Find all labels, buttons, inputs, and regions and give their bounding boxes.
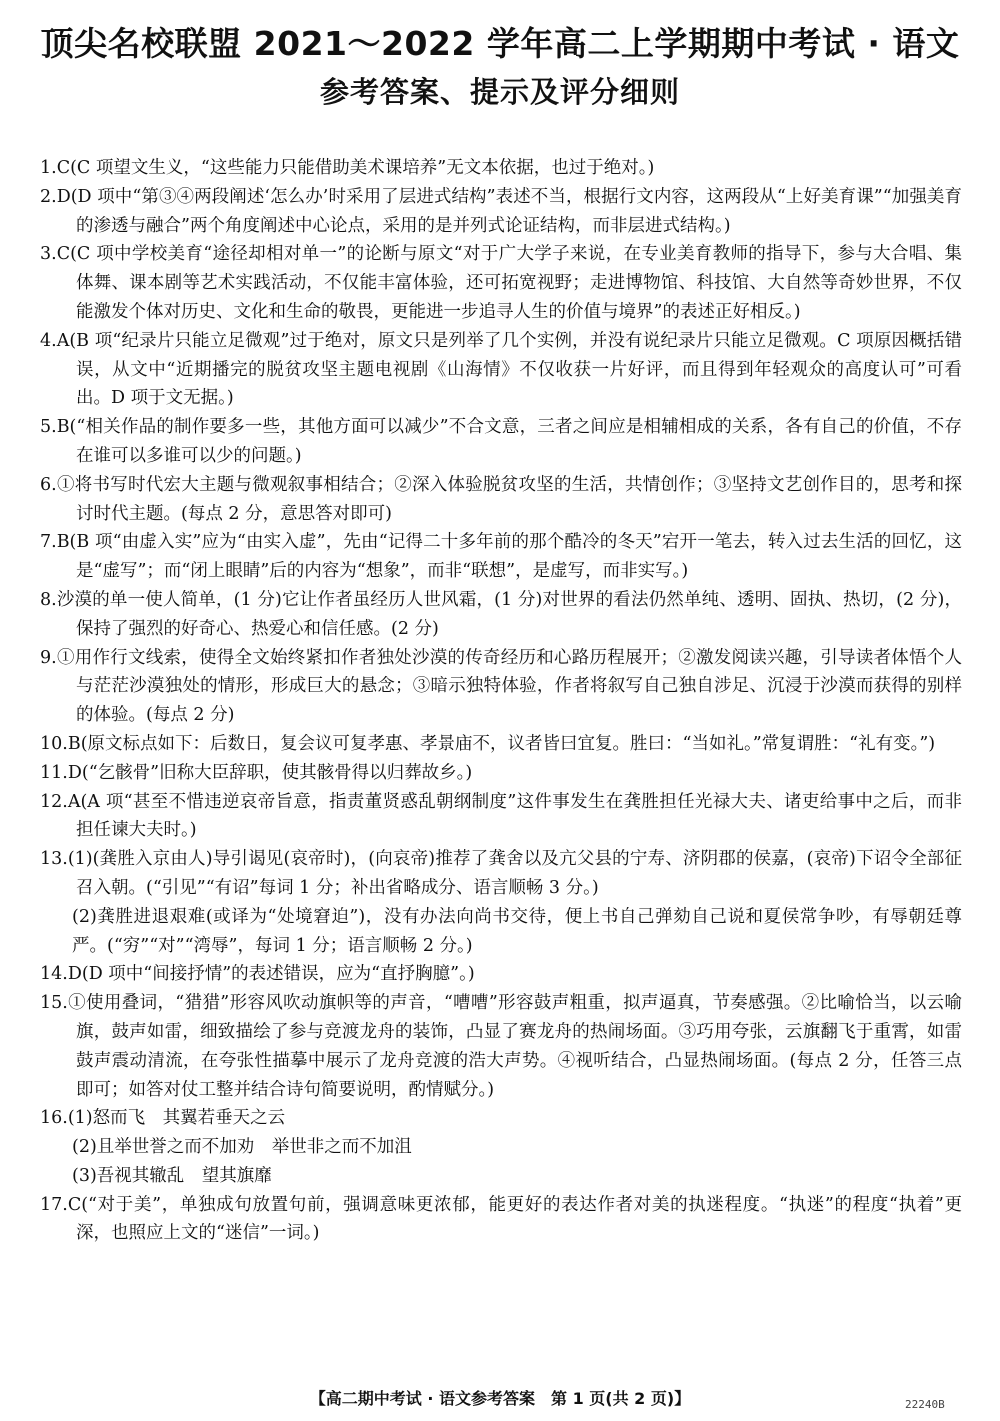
answer-item-7: 7.B(B 项“由虚入实”应为“由实入虚”，先由“记得二十多年前的那个酷冷的冬天”宕开一笔去，转入过去生活的回忆，这是“虚写”；而“闭上眼睛”后的内容为“想象”，而非“联想”，是虚写，而非实写。) bbox=[40, 532, 962, 582]
answer-list bbox=[40, 154, 962, 1248]
answer-item-17: 17.C(“对于美”，单独成句放置句前，强调意味更浓郁，能更好的表达作者对美的执迷程度。“执迷”的程度“执着”更深，也照应上文的“迷信”一词。) bbox=[40, 1194, 962, 1244]
answer-item-10: 10.B(原文标点如下：后数日，复会议可复孝惠、孝景庙不，议者皆曰宜复。胜曰：“当如礼。”常复谓胜：“礼有变。”) bbox=[40, 733, 936, 754]
answer-item-5: 5.B(“相关作品的制作要多一些，其他方面可以减少”不合文意，三者之间应是相辅相成的关系，各有自己的价值，不存在谁可以多谁可以少的问题。) bbox=[40, 417, 962, 466]
document-subtitle: 参考答案、提示及评分细则 bbox=[319, 75, 680, 109]
answer-item-13-part-2: (2)龚胜进退艰难(或译为“处境窘迫”)，没有办法向尚书交待，便上书自己弹劾自己说和夏侯常争吵，有辱朝廷尊严。(“穷”“对”“湾辱”，每词 1 分；语言顺畅 2 分。) bbox=[72, 906, 962, 956]
answer-item-13: 13.(1)(龚胜入京由人)导引谒见(哀帝时)，(向哀帝)推荐了龚舍以及亢父县的宁寿、济阴郡的侯嘉，(哀帝)下诏令全部征召入朝。(“引见”“有诏”每词 1 分；补出省略成分、语言顺畅 3 分。) bbox=[40, 849, 962, 898]
answer-item-3: 3.C(C 项中学校美育“途径却相对单一”的论断与原文“对于广大学子来说，在专业美育教师的指导下，参与大合唱、集体舞、课本剧等艺术实践活动，不仅能丰富体验，还可拓宽视野；走进博物馆、科技馆、大自然等奇妙世界，不仅能激发个体对历史、文化和生命的敬畏，更能进一步追寻人生的价值与境界”的表述正好相反。) bbox=[40, 244, 962, 322]
answer-item-15: 15.①使用叠词，“猎猎”形容风吹动旗帜等的声音，“嘈嘈”形容鼓声粗重，拟声逼真，节奏感强。②比喻恰当，以云喻旗，鼓声如雷，细致描绘了参与竞渡龙舟的装饰，凸显了赛龙舟的热闹场面。③巧用夸张，云旗翻飞于重霄，如雷鼓声震动清流，在夸张性描摹中展示了龙舟竞渡的浩大声势。④视听结合，凸显热闹场面。(每点 2 分，任答三点即可；如答对仗工整并结合诗句简要说明，酌情赋分。) bbox=[40, 993, 962, 1100]
answer-item-12: 12.A(A 项“甚至不惜违逆哀帝旨意，指责董贤惑乱朝纲制度”这件事发生在龚胜担任光禄大夫、诸吏给事中之后，而非担任谏大夫时。) bbox=[40, 791, 962, 841]
document-title: 顶尖名校联盟 2021～2022 学年高二上学期期中考试 · 语文 bbox=[40, 24, 960, 63]
answer-item-16: 16.(1)怒而飞 其翼若垂天之云 bbox=[40, 1108, 286, 1129]
answer-item-6: 6.①将书写时代宏大主题与微观叙事相结合；②深入体验脱贫攻坚的生活，共情创作；③坚持文艺创作目的，思考和探讨时代主题。(每点 2 分，意思答对即可) bbox=[40, 474, 962, 524]
answer-item-11: 11.D(“乞骸骨”旧称大臣辞职，使其骸骨得以归葬故乡。) bbox=[40, 762, 473, 783]
answer-item-16-part-3: (3)吾视其辙乱 望其旗靡 bbox=[72, 1165, 272, 1186]
answer-item-14: 14.D(D 项中“间接抒情”的表述错误，应为“直抒胸臆”。) bbox=[40, 964, 475, 985]
answer-item-9: 9.①用作行文线索，使得全文始终紧扣作者独处沙漠的传奇经历和心路历程展开；②激发阅读兴趣，引导读者体悟个人与茫茫沙漠独处的情形，形成巨大的悬念；③暗示独特体验，作者将叙写自己独自涉足、沉浸于沙漠而获得的别样的体验。(每点 2 分) bbox=[40, 647, 962, 726]
page-footer: 【高二期中考试 · 语文参考答案 第 1 页(共 2 页)】 bbox=[309, 1389, 691, 1408]
answer-item-4: 4.A(B 项“纪录片只能立足微观”过于绝对，原文只是列举了几个实例，并没有说纪录片只能立足微观。C 项原因概括错误，从文中“近期播完的脱贫攻坚主题电视剧《山海情》不仅收获一片好评，而且得到年轻观众的高度认可”可看出。D 项于文无据。) bbox=[40, 330, 962, 409]
answer-item-16-part-2: (2)且举世誉之而不加劝 举世非之而不加沮 bbox=[72, 1137, 412, 1158]
answer-item-1: 1.C(C 项望文生义，“这些能力只能借助美术课培养”无文本依据，也过于绝对。) bbox=[40, 158, 655, 178]
answer-item-2: 2.D(D 项中“第③④两段阐述‘怎么办’时采用了层进式结构”表述不当，根据行文内容，这两段从“上好美育课”“加强美育的渗透与融合”两个角度阐述中心论点，采用的是并列式论证结构，而非层进式结构。) bbox=[40, 186, 962, 236]
document-code: 22240B bbox=[905, 1398, 945, 1411]
answer-item-8: 8.沙漠的单一使人简单，(1 分)它让作者虽经历人世风霜，(1 分)对世界的看法仍然单纯、透明、固执、热切，(2 分)，保持了强烈的好奇心、热爱心和信任感。(2 分) bbox=[40, 589, 962, 639]
